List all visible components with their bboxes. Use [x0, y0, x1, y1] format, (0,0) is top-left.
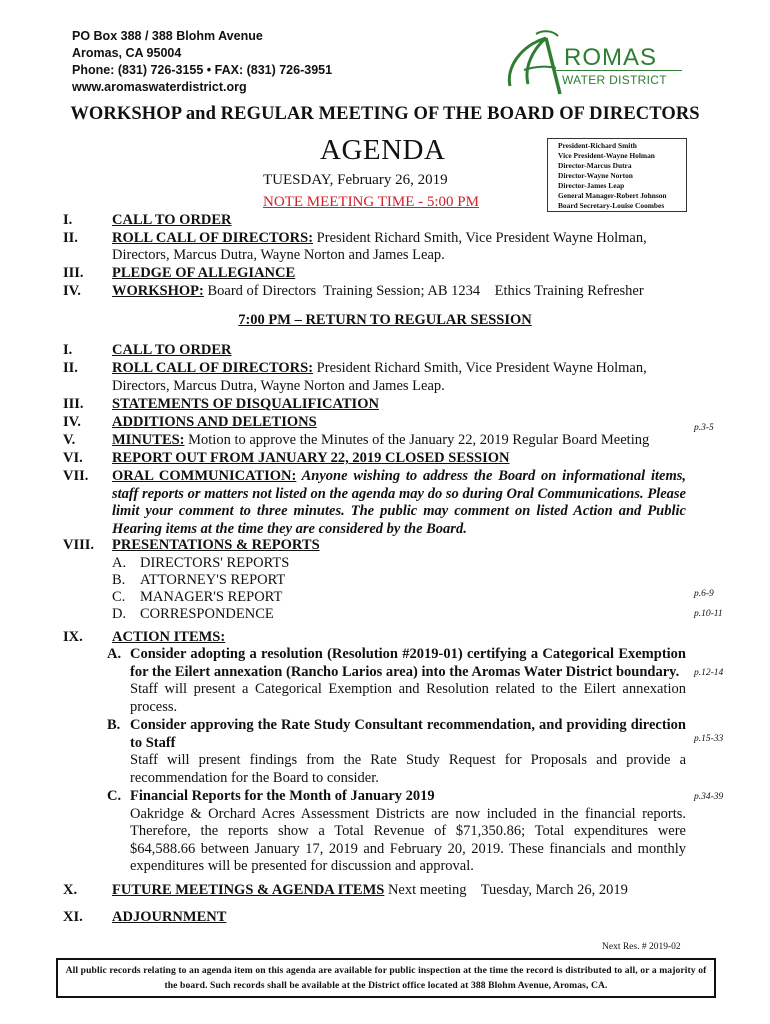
workshop-roll-call: ROLL CALL OF DIRECTORS: President Richard Smith, Vice President Wayne Holman,: [112, 230, 647, 246]
item-number: IV.: [63, 283, 81, 299]
directors-report: DIRECTORS' REPORTS: [140, 555, 290, 571]
board-member: Board Secretary-Louise Coombes: [558, 201, 665, 210]
statements-disqualification: STATEMENTS OF DISQUALIFICATION: [112, 396, 379, 412]
workshop-session: WORKSHOP: Board of Directors Training Session; AB 1234 Ethics Training Refresher: [112, 283, 644, 299]
report-letter: D.: [112, 606, 127, 622]
item-number: III.: [63, 396, 84, 412]
report-letter: A.: [112, 555, 127, 571]
item-number: V.: [63, 432, 76, 448]
page-ref: p.10-11: [694, 609, 723, 619]
minutes-item: MINUTES: Motion to approve the Minutes of the January 22, 2019 Regular Board Meeting: [112, 432, 650, 448]
address-line-2: Aromas, CA 95004: [72, 46, 182, 60]
page-title: WORKSHOP and REGULAR MEETING OF THE BOARD OF DIRECTORS: [70, 104, 700, 124]
correspondence: CORRESPONDENCE: [140, 606, 274, 622]
page-ref: p.34-39: [694, 792, 724, 802]
item-number: II.: [63, 230, 78, 246]
phone-fax: Phone: (831) 726-3155 • FAX: (831) 726-3951: [72, 63, 333, 77]
board-member: Director-James Leap: [558, 181, 625, 190]
action-item-c: Financial Reports for the Month of January 2019 Oakridge & Orchard Acres Assessment Districts are now included in the financial reports. Therefore, the reports show a Total Revenue of $71,350.86; Total expenditures were $64,588.66 between January 17, 2019 and February 20, 2019. These financials and monthly expenditures will be presented for discussion and approval.: [130, 788, 686, 874]
agenda-heading: AGENDA: [320, 134, 446, 166]
regular-roll-call: ROLL CALL OF DIRECTORS: President Richard Smith, Vice President Wayne Holman,: [112, 360, 647, 376]
closed-session-report: REPORT OUT FROM JANUARY 22, 2019 CLOSED SESSION: [112, 450, 510, 466]
regular-roll-call-cont: Directors, Marcus Dutra, Wayne Norton and James Leap.: [112, 378, 445, 394]
meeting-time-note: NOTE MEETING TIME - 5:00 PM: [263, 194, 479, 210]
meeting-date: TUESDAY, February 26, 2019: [263, 172, 448, 188]
managers-report: MANAGER'S REPORT: [140, 589, 283, 605]
report-letter: B.: [112, 572, 126, 588]
public-records-notice: All public records relating to an agenda item on this agenda are available for public inspection at the time the record is distributed to all, or a majority of the board. Such records shall be available at the District office located at 388 Blohm Avenue, Aromas, CA.: [56, 958, 716, 998]
aromas-water-district-logo: [502, 28, 692, 106]
board-member: General Manager-Robert Johnson: [558, 191, 667, 200]
workshop-roll-call-cont: Directors, Marcus Dutra, Wayne Norton and James Leap.: [112, 247, 445, 263]
action-letter: A.: [107, 646, 122, 662]
report-letter: C.: [112, 589, 126, 605]
additions-deletions: ADDITIONS AND DELETIONS: [112, 414, 317, 430]
workshop-pledge: PLEDGE OF ALLEGIANCE: [112, 265, 296, 281]
action-item-b: Consider approving the Rate Study Consultant recommendation, and providing direction to Staff Staff will present findings from the Rate Study Request for Proposals and provide a recommendation for the Board to consider.: [130, 717, 686, 786]
board-member: Vice President-Wayne Holman: [558, 151, 655, 160]
item-number: III.: [63, 265, 84, 281]
oral-communication: ORAL COMMUNICATION: Anyone wishing to address the Board on informational items, staff reports or matters not listed on the agenda may do so during Oral Communications. Please limit your comment to three minutes. The public may comment on listed Action and Public Hearing items at the time they are considered by the Board.: [112, 468, 686, 537]
item-number: VIII.: [63, 537, 95, 553]
logo-divider: [556, 70, 682, 71]
board-members-box: [547, 138, 687, 212]
item-number: IV.: [63, 414, 81, 430]
item-number: VII.: [63, 468, 89, 484]
website-link[interactable]: www.aromaswaterdistrict.org: [72, 80, 247, 94]
item-number: X.: [63, 882, 78, 898]
item-number: XI.: [63, 909, 83, 925]
board-member: President-Richard Smith: [558, 141, 637, 150]
regular-call-to-order: CALL TO ORDER: [112, 342, 232, 358]
workshop-call-to-order: CALL TO ORDER: [112, 212, 232, 228]
page-ref: p.12-14: [694, 668, 724, 678]
future-meetings: FUTURE MEETINGS & AGENDA ITEMS Next meeting Tuesday, March 26, 2019: [112, 882, 628, 898]
item-number: I.: [63, 212, 73, 228]
item-number: II.: [63, 360, 78, 376]
item-number: IX.: [63, 629, 83, 645]
item-number: VI.: [63, 450, 83, 466]
adjournment: ADJOURNMENT: [112, 909, 227, 925]
action-letter: B.: [107, 717, 121, 733]
action-letter: C.: [107, 788, 122, 804]
address-line-1: PO Box 388 / 388 Blohm Avenue: [72, 29, 263, 43]
logo-subtitle: WATER DISTRICT: [562, 73, 667, 87]
item-number: I.: [63, 342, 73, 358]
action-item-a: Consider adopting a resolution (Resolution #2019-01) certifying a Categorical Exemption for the Eilert annexation (Rancho Larios area) into the Aromas Water District boundary. Staff will present a Categorical Exemption and Resolution related to the Eilert annexation process.: [130, 646, 686, 715]
presentations-reports: PRESENTATIONS & REPORTS: [112, 537, 320, 553]
board-member: Director-Marcus Dutra: [558, 161, 632, 170]
page-ref: p.6-9: [694, 589, 714, 599]
page-ref: p.15-33: [694, 734, 724, 744]
logo-word: ROMAS: [564, 44, 658, 71]
return-session-heading: 7:00 PM – RETURN TO REGULAR SESSION: [238, 312, 532, 328]
page-ref: p.3-5: [694, 423, 714, 433]
attorneys-report: ATTORNEY'S REPORT: [140, 572, 286, 588]
board-member: Director-Wayne Norton: [558, 171, 633, 180]
action-items-heading: ACTION ITEMS:: [112, 629, 226, 645]
next-resolution-number: Next Res. # 2019-02: [602, 942, 681, 952]
